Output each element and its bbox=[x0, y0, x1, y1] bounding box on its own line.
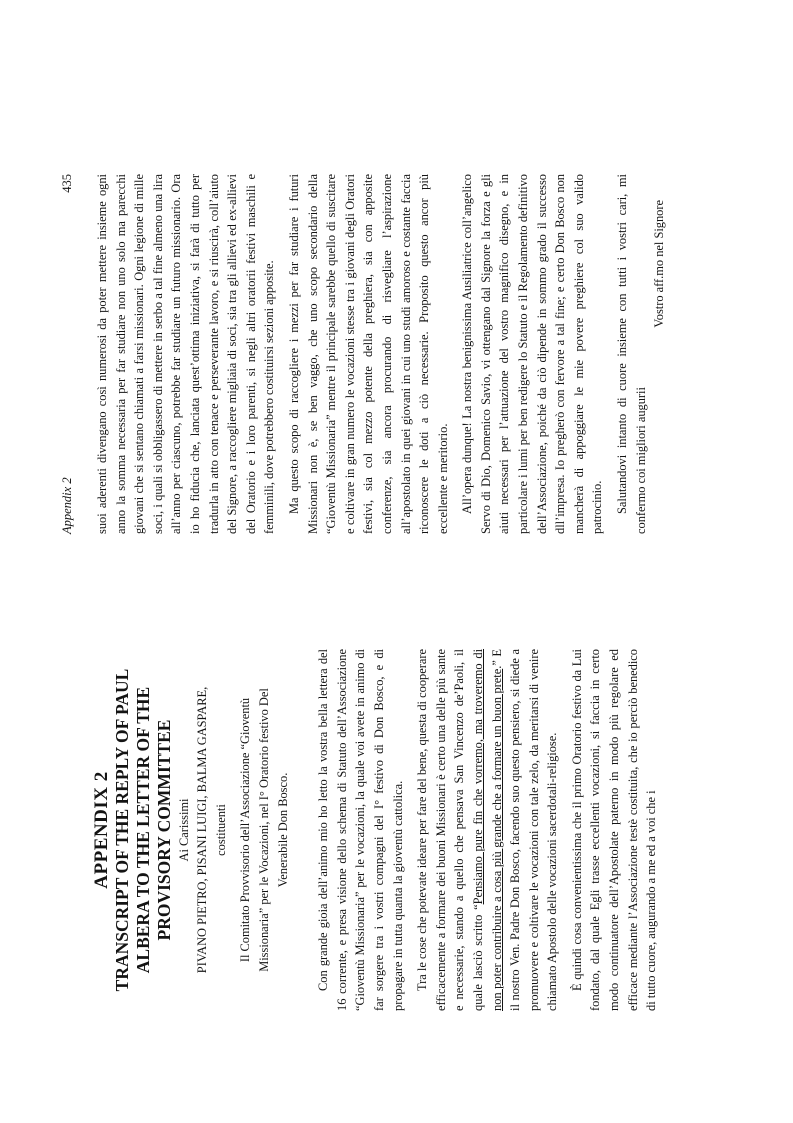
page-number: 435 bbox=[60, 174, 74, 193]
letter-paragraph-7: Salutandovi intanto di cuore insieme con tutti i vostri cari, mi confermo coi migliori augurii bbox=[615, 174, 648, 534]
letter-paragraph-5: Ma questo scopo di raccogliere i mezzi per far studiare i futuri Missionari non è, se ben vaggo, che uno scopo secondario della “Gioventù Missionaria” mentre il principale sarebbe quello di suscitare e coltivare in gran numero le vocazioni stesse tra i giovani degli Oratori festivi, sia col mezzo potente della preghiera, sia con apposite conferenze, sia ancora procurando di risvegliare l’aspirazione all’apostolato in quei giovani in cui uno studi amoroso e costante faccia riconoscere le doti a ciò necessarie. Proposito questo ancor più eccellente e meritorio. bbox=[286, 174, 450, 534]
right-page-text-column bbox=[93, 174, 669, 534]
letter-paragraph-4: suoi aderenti divengano così numerosi da poter mettere insieme ogni anno la somma necessaria per far studiare non uno solo ma parecchi giovani che si sentano chiamati a farsi missionari. Ogni legione di mille soci, i quali si obbligassero di mettere in serbo a tal fine almeno una lira all’anno per ciascuno, potrebbe far studiare un futuro missionario. Ora io ho fiducia che, lanciata quest’ottima iniziativa, si farà di tutto per tradurla in atto con tenace e perseverante lavoro, e si riuscirà, coll’aiuto del Signore, a raccogliere migliaia di soci, sia tra gli allievi ed ex-allievi del Oratorio e i loro parenti, si negli altri oratorii festivi maschili e femminili, dove potrebbero costituirsi sezioni apposite. bbox=[95, 174, 277, 534]
paragraph-2-start: Tra le cose che potevate ideare per fare del bene, questa di cooperare efficacemente a formare dei buoni Missionari è certo una delle più sante e necessarie, stando a quello che pensava San Vincenzo de’Paoli, il quale lasciò scritto “ bbox=[415, 649, 485, 1011]
paragraph-2-end: .” E il nostro Ven. Padre Don Bosco, facendo suo questo pensiero, si diede a promuovere e coltivare le vocazioni con tale zelo, da meritarsi di venire chiamato Apostolo delle vocazioni sacerdotali-religiose. bbox=[489, 649, 560, 1011]
salutation: Ai Carissimi bbox=[176, 798, 191, 862]
letter-paragraph-1: Con grande gioia dell’animo mio ho letto la vostra bella lettera del 16 corrente, e presa visione dello schema di Statuto dell’Associazione “Gioventù Missionaria” per le vocazioni, la quale voi avete in animo di far sorgere tra i vostri compagni del I° festivo di Don Bosco, e di propagare in tutta quanta la gioventù cattolica. bbox=[316, 649, 405, 1011]
running-head-title: Appendix 2 bbox=[60, 477, 74, 534]
committee-address: Il Comitato Provvisorio dell’Associazione “Gioventù Missionaria” per le Vocazioni, nel I° Oratorio festivo Del Venerabile Don Bosco. bbox=[238, 688, 290, 972]
left-page-text-column bbox=[93, 649, 661, 1011]
document-title: TRANSCRIPT OF THE REPLY OF PAUL ALBERA TO THE LETTER OF THE PROVISORY COMMITTEE bbox=[111, 668, 174, 992]
letter-paragraph-2 bbox=[413, 649, 562, 1011]
addressees: PIVANO PIETRO, PISANI LUIGI, BALMA GASPARE, bbox=[195, 686, 210, 974]
underlined-quote: Pensiamo pure fin che vorremo, ma troveremo di non poter contribuire a cosa più grande che a formare un buon prete bbox=[470, 648, 504, 1011]
addressees-note: costituenti bbox=[213, 804, 228, 856]
letter-paragraph-6: All’opera dunque! La nostra benignissima Ausiliatrice coll’angelico Servo di Dio, Domenico Savio, vi ottengano dal Signore la forza e gli aiuti necessari per l’attuazione del vostro magnifico disegno, e in particolare i lumi per ben redigere lo Statuto e il Regolamento definitivo dell’Associazione, poiché da ciò dipende in sommo grado il successo dll’impresa. Io pregherò con fervore a tal fine; e certo Don Bosco non mancherà di appoggiare le mie povere preghiere col suo valido patrocinio. bbox=[460, 174, 605, 534]
letter-paragraph-3: È quindi cosa convenientissima che il primo Oratorio festivo da Lui fondato, dal quale Egli trasse eccellenti vocazioni, si faccia in certo modo continuatore dell’Apostolate paterno in modo più regolare ed efficace mediante l’Associazione testè costituita, che io perciò benedico di tutto cuore, augurando a me ed a voi che i bbox=[569, 649, 659, 1011]
closing-signature: Vostro aff.mo nel Signore bbox=[652, 200, 667, 328]
appendix-heading: APPENDIX 2 bbox=[91, 771, 112, 889]
left-page bbox=[0, 562, 793, 1123]
